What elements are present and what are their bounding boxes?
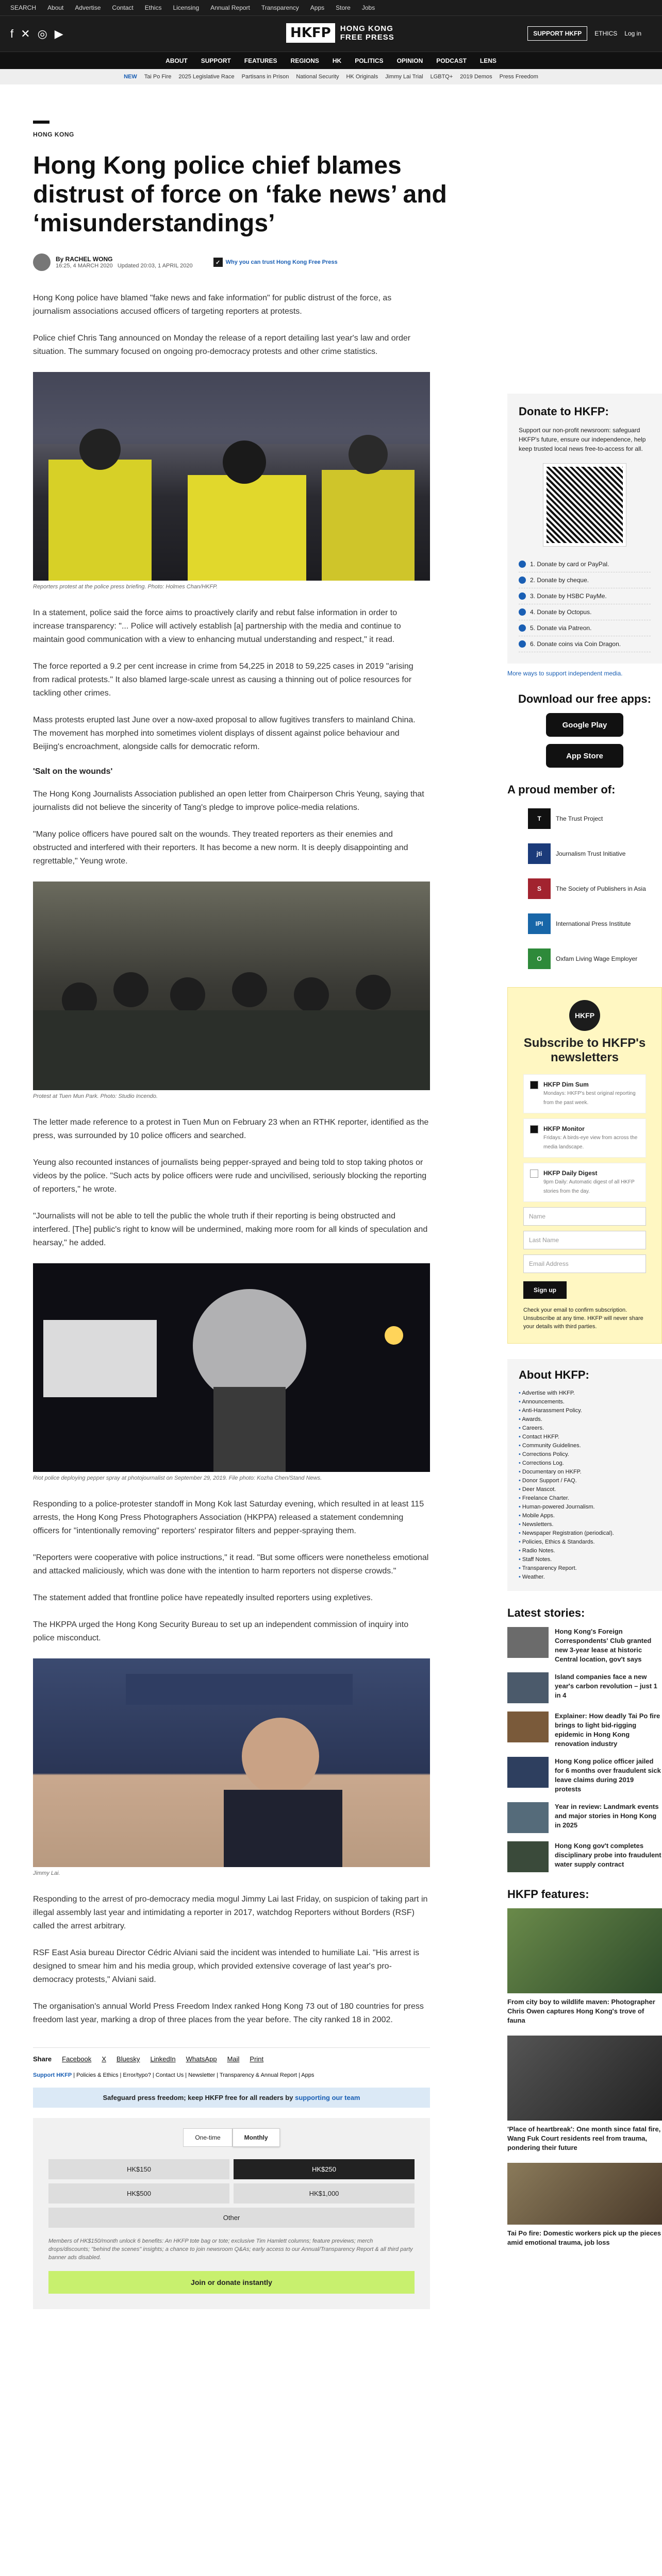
donate-text: Support our non-profit newsroom: safeguard HKFP's future, ensure our independence, help keep trusted local news free-to-access for all. — [519, 427, 646, 452]
main-nav — [0, 52, 662, 69]
story-item[interactable]: Hong Kong gov't completes disciplinary probe into fraudulent water supply contract — [507, 1841, 662, 1872]
more-ways-link[interactable]: More ways to support independent media. — [507, 670, 623, 677]
share-print[interactable]: Print — [250, 2055, 264, 2063]
nav-podcast[interactable]: PODCAST — [436, 57, 467, 64]
social-icons — [10, 27, 63, 41]
share-bar — [33, 2047, 430, 2063]
about-link[interactable]: • Radio Notes. — [519, 1547, 651, 1555]
about-link[interactable]: • Weather. — [519, 1573, 651, 1582]
monthly-tab[interactable]: Monthly — [233, 2128, 280, 2147]
topic-link[interactable]: 2019 Demos — [460, 74, 492, 80]
logo-mark: HKFP — [286, 23, 335, 43]
story-thumbnail — [507, 1627, 549, 1658]
story-thumbnail — [507, 1672, 549, 1703]
story-thumbnail — [507, 1802, 549, 1833]
story-item[interactable]: Hong Kong's Foreign Correspondents' Club granted new 3-year lease at historic Central location, gov't says — [507, 1627, 662, 1664]
about-link[interactable]: • Policies, Ethics & Standards. — [519, 1538, 651, 1547]
feature-item[interactable]: Tai Po fire: Domestic workers pick up the pieces amid emotional trauma, job loss — [507, 2163, 662, 2247]
support-promo: Safeguard press freedom; keep HKFP free for all readers by supporting our team — [33, 2088, 430, 2108]
paragraph: RSF East Asia bureau Director Cédric Alviani said the incident was intended to humiliate Lai. "His arrest is designed to smear him and his media group, which provided extensive coverage of last year's pro-democracy protests," Alviani said. — [33, 1948, 420, 1984]
topic-link[interactable]: Tai Po Fire — [144, 74, 172, 80]
about-link[interactable]: • Contact HKFP. — [519, 1433, 651, 1442]
frequency-toggle — [48, 2128, 415, 2147]
about-list — [519, 1389, 651, 1582]
publish-date: 16:25, 4 MARCH 2020 — [56, 263, 113, 269]
photo-caption: Jimmy Lai. — [33, 1870, 60, 1876]
donate-option[interactable]: 5. Donate via Patreon. — [519, 620, 651, 636]
photo-caption: Reporters protest at the police press briefing. Photo: Holmes Chan/HKFP. — [33, 584, 218, 590]
support-hkfp-button[interactable]: SUPPORT HKFP — [527, 26, 587, 41]
pepper-spray-image — [33, 1263, 430, 1472]
about-link[interactable]: • Corrections Log. — [519, 1459, 651, 1468]
footer-links — [33, 2072, 430, 2078]
press-vests-image — [33, 372, 430, 581]
paragraph: Responding to a police-protester standoff in Mong Kok last Saturday evening, which resulted in at least 115 arrests, the Hong Kong Press Photographers Association (HKPPA) released a statement condemning officers for "intentionally removing" reporters' respirator filters and pepper-spraying them. — [33, 1500, 424, 1535]
about-link[interactable]: • Anti-Harassment Policy. — [519, 1406, 651, 1415]
donate-option[interactable]: 6. Donate coins via Coin Dragon. — [519, 636, 651, 652]
topic-nav — [0, 69, 662, 84]
instagram-icon[interactable]: ◎ — [37, 27, 47, 40]
paragraph: In a statement, police said the force aims to proactively clarify and rebut false information in order to increase transparency: "... Police will actively establish [a] partnership with the media and continue to maintain good communication with a view to enhancing mutual understanding and respect," it read. — [33, 608, 401, 644]
logo-text: HONG KONG FREE PRESS — [340, 24, 394, 42]
about-link[interactable]: • Staff Notes. — [519, 1555, 651, 1564]
donate-panel — [507, 394, 662, 664]
nav-lens[interactable]: LENS — [479, 57, 496, 64]
feature-image — [507, 2036, 662, 2121]
features-heading: HKFP features: — [507, 1888, 589, 1901]
about-link[interactable]: • Donor Support / FAQ. — [519, 1477, 651, 1485]
photo-press-briefing — [33, 372, 430, 581]
about-link[interactable]: • Transparency Report. — [519, 1564, 651, 1573]
share-mail[interactable]: Mail — [227, 2055, 240, 2063]
cheque-icon — [519, 577, 526, 584]
jobs-link[interactable]: Jobs — [361, 4, 375, 11]
newsletter-disclaimer: Check your email to confirm subscription. Unsubscribe at any time. HKFP will never share your details with third parties. — [523, 1307, 643, 1330]
payme-icon — [519, 592, 526, 600]
qr-code — [543, 464, 626, 546]
topic-link[interactable]: Partisans in Prison — [241, 74, 289, 80]
newsletter-option[interactable]: HKFP Daily Digest 9pm Daily: Automatic digest of all HKFP stories from the day. — [523, 1163, 646, 1202]
checkbox-checked[interactable] — [530, 1125, 538, 1133]
oxfam-icon: O — [528, 948, 551, 969]
share-x[interactable]: X — [102, 2055, 106, 2063]
byline — [33, 253, 476, 271]
donate-option[interactable]: 1. Donate by card or PayPal. — [519, 556, 651, 572]
amount-options — [48, 2159, 415, 2204]
contact-link[interactable]: Contact — [112, 4, 134, 11]
newsletter-option[interactable]: HKFP Dim Sum Mondays: HKFP's best original reporting from the past week. — [523, 1074, 646, 1113]
author-avatar — [33, 253, 51, 271]
riot-police-image — [33, 882, 430, 1090]
topic-link[interactable]: Press Freedom — [499, 74, 538, 80]
kicker-rule — [33, 121, 49, 124]
feature-item[interactable]: From city boy to wildlife maven: Photographer Chris Owen captures Hong Kong's trove of fauna — [507, 1908, 662, 2025]
topic-link[interactable]: LGBTQ+ — [430, 74, 453, 80]
about-heading: About HKFP: — [519, 1368, 589, 1381]
photo-pepper-spray — [33, 1263, 430, 1472]
about-link[interactable]: • Deer Mascot. — [519, 1485, 651, 1494]
trust-icon: ✓ — [213, 258, 223, 267]
search-link[interactable]: SEARCH — [10, 4, 37, 11]
advertise-link[interactable]: Advertise — [75, 4, 101, 11]
amount-option-selected[interactable]: HK$250 — [234, 2159, 415, 2179]
topic-link[interactable]: HK Originals — [346, 74, 378, 80]
apps-link[interactable]: Apps — [310, 4, 325, 11]
card-icon — [519, 561, 526, 568]
about-link[interactable]: • Advertise with HKFP. — [519, 1389, 651, 1398]
donate-option[interactable]: 3. Donate by HSBC PayMe. — [519, 588, 651, 604]
facebook-icon[interactable]: f — [10, 27, 14, 40]
utility-bar — [0, 0, 662, 15]
newsletter-heading: Subscribe to HKFP's newsletters — [523, 1036, 646, 1064]
annual-report-link[interactable]: Annual Report — [210, 4, 250, 11]
x-icon[interactable]: ✕ — [21, 27, 30, 40]
one-time-tab[interactable]: One-time — [183, 2128, 232, 2147]
store-link[interactable]: Store — [336, 4, 351, 11]
member-sopa[interactable]: S The Society of Publishers in Asia — [528, 876, 662, 902]
article-body — [33, 292, 430, 2309]
paragraph: "Journalists will not be able to tell the public the whole truth if their reporting is being obstructed and interfered. [The] public's right to know will be undermined, making more room for all kinds of speculation and hearsay," he added. — [33, 1212, 428, 1247]
checkbox-checked[interactable] — [530, 1081, 538, 1089]
topic-link[interactable]: Jimmy Lai Trial — [385, 74, 423, 80]
paragraph: The organisation's annual World Press Freedom Index ranked Hong Kong 73 out of 180 countries for press freedom last year, marking a drop of three places from the year before. The city ranked 18 in 2002. — [33, 2002, 424, 2024]
email-field[interactable]: Email Address — [523, 1255, 646, 1273]
member-benefits-note: Members of HK$150/month unlock 6 benefits: An HKFP tote bag or tote; exclusive Tim Hamlett columns; feature previews; merch drops/discounts; "behind the scenes" insights; a chance to join newsroom Q&As; early access to our Annual/Transparency Report & all third party banner ads disabled. — [48, 2238, 413, 2261]
member-jti[interactable]: jti Journalism Trust Initiative — [528, 841, 662, 867]
nav-opinion[interactable]: OPINION — [396, 57, 423, 64]
kicker[interactable]: HONG KONG — [33, 131, 74, 138]
donate-option[interactable]: 2. Donate by cheque. — [519, 572, 651, 588]
paragraph: The Hong Kong Journalists Association published an open letter from Chairperson Chris Yeung, saying that journalists did not believe the sincerity of Tang's pledge to improve police-media relations. — [33, 790, 424, 812]
about-link[interactable]: • Announcements. — [519, 1398, 651, 1406]
nav-about[interactable]: ABOUT — [166, 57, 188, 64]
youtube-icon[interactable]: ▶ — [54, 27, 63, 40]
updated-date: Updated 20:03, 1 APRIL 2020 — [117, 263, 193, 269]
jti-icon: jti — [528, 843, 551, 864]
octopus-icon — [519, 608, 526, 616]
article — [33, 84, 476, 2309]
paragraph: "Reporters were cooperative with police instructions," it read. "But some officers were nonetheless emotional and attacked maliciously, which was done with the intention to harm reporters not disperse crowds." — [33, 1553, 429, 1575]
jimmy-lai-image — [33, 1658, 430, 1867]
login-button[interactable]: Log in — [624, 30, 641, 37]
paragraph: The HKPPA urged the Hong Kong Security Bureau to set up an independent commission of inquiry into police misconduct. — [33, 1620, 409, 1642]
member-ipi[interactable]: IPI International Press Institute — [528, 911, 662, 937]
ipi-icon: IPI — [528, 913, 551, 934]
masthead-actions — [527, 26, 641, 41]
trust-link[interactable]: ✓ Why you can trust Hong Kong Free Press — [213, 258, 338, 267]
licensing-link[interactable]: Licensing — [173, 4, 200, 11]
policy-links[interactable]: | Policies & Ethics | Error/typo? | Contact Us | Newsletter | Transparency & Annual Report | Apps — [72, 2072, 315, 2078]
paragraph: The force reported a 9.2 per cent increase in crime from 54,225 in 2018 to 59,225 cases in 2019 "arising from radical protests." It also blamed large-scale unrest as causing a thinning out of police resources for tackling other crimes. — [33, 662, 413, 698]
feature-image — [507, 1908, 662, 1993]
share-bluesky[interactable]: Bluesky — [116, 2055, 140, 2063]
about-link[interactable]: • Human-powered Journalism. — [519, 1503, 651, 1512]
sidebar — [507, 394, 662, 2309]
story-item[interactable]: Island companies face a new year's carbon revolution – just 1 in 4 — [507, 1672, 662, 1703]
latest-heading: Latest stories: — [507, 1606, 585, 1619]
name-field[interactable]: Name — [523, 1207, 646, 1226]
photo-jimmy-lai — [33, 1658, 430, 1867]
nav-hk[interactable]: HK — [332, 57, 342, 64]
feature-image — [507, 2163, 662, 2225]
checkbox[interactable] — [530, 1170, 538, 1178]
about-link[interactable]: • Community Guidelines. — [519, 1442, 651, 1450]
share-facebook[interactable]: Facebook — [62, 2055, 92, 2063]
feature-item[interactable]: 'Place of heartbreak': One month since fatal fire, Wang Fuk Court residents reel from trauma, pondering their future — [507, 2036, 662, 2153]
masthead — [0, 15, 662, 52]
last-name-field[interactable]: Last Name — [523, 1231, 646, 1249]
donate-option[interactable]: 4. Donate by Octopus. — [519, 604, 651, 620]
story-item[interactable]: Year in review: Landmark events and major stories in Hong Kong in 2025 — [507, 1802, 662, 1833]
paragraph: Police chief Chris Tang announced on Monday the release of a report detailing last year's law and order situation. The summary focused on ongoing pro-democracy protests and other crime statistics. — [33, 334, 411, 356]
paragraph: "Many police officers have poured salt on the wounds. They treated reporters as their enemies and obstructed and interfered with their reporters. It has become a new norm. It is deeply disappointing and regrettable," Yeung wrote. — [33, 830, 408, 866]
donate-widget — [33, 2118, 430, 2309]
transparency-link[interactable]: Transparency — [261, 4, 299, 11]
ethics-button[interactable]: ETHICS — [594, 30, 618, 37]
support-hkfp-link[interactable]: Support HKFP — [33, 2072, 72, 2078]
join-donate-button[interactable]: Join or donate instantly — [48, 2271, 415, 2294]
amount-option[interactable]: HK$500 — [48, 2183, 229, 2204]
about-link[interactable]: • Documentary on HKFP. — [519, 1468, 651, 1477]
paragraph: Yeung also recounted instances of journalists being pepper-sprayed and being told to stop taking photos or videos by the police. "Such acts by police officers were rude and uncivilised, seriously blocking the reporting of reporters," he wrote. — [33, 1158, 427, 1194]
paragraph: The statement added that frontline police have repeatedly insulted reporters using expletives. — [33, 1594, 373, 1602]
story-item[interactable]: Hong Kong police officer jailed for 6 months over fraudulent sick leave claims during 2019 protests — [507, 1757, 662, 1794]
member-trust-project[interactable]: T The Trust Project — [528, 806, 662, 832]
ethics-link[interactable]: Ethics — [144, 4, 162, 11]
nav-features[interactable]: FEATURES — [244, 57, 277, 64]
support-team-link[interactable]: supporting our team — [295, 2094, 360, 2102]
share-whatsapp[interactable]: WhatsApp — [186, 2055, 217, 2063]
paragraph: Hong Kong police have blamed "fake news and fake information" for public distrust of the force, as journalism associations accused officers of targeting reporters at protests. — [33, 294, 392, 316]
sopa-icon: S — [528, 878, 551, 899]
member-heading: A proud member of: — [507, 783, 616, 796]
topic-link[interactable]: National Security — [296, 74, 339, 80]
other-amount[interactable]: Other — [48, 2208, 415, 2228]
about-link[interactable]: • Freelance Charter. — [519, 1494, 651, 1503]
share-linkedin[interactable]: LinkedIn — [150, 2055, 176, 2063]
story-thumbnail — [507, 1757, 549, 1788]
new-badge: NEW — [124, 74, 137, 80]
about-link[interactable]: About — [47, 4, 64, 11]
amount-option[interactable]: HK$1,000 — [234, 2183, 415, 2204]
about-link[interactable]: • Newsletters. — [519, 1520, 651, 1529]
about-link[interactable]: • Newspaper Registration (periodical). — [519, 1529, 651, 1538]
trust-project-icon: T — [528, 808, 551, 829]
paragraph: Mass protests erupted last June over a now-axed proposal to allow fugitives transfers to mainland China. The movement has morphed into sometimes violent displays of dissent against police behaviour and Beijing's encroachment, alongside calls for democratic reform. — [33, 716, 416, 751]
photo-caption: Riot police deploying pepper spray at photojournalist on September 29, 2019. File photo: Kozha Chen/Stand News. — [33, 1475, 322, 1481]
nav-politics[interactable]: POLITICS — [355, 57, 384, 64]
site-logo[interactable] — [286, 23, 394, 43]
story-thumbnail — [507, 1711, 549, 1742]
amount-option[interactable]: HK$150 — [48, 2159, 229, 2179]
photo-tuen-mun-protest — [33, 882, 430, 1090]
member-oxfam[interactable]: O Oxfam Living Wage Employer — [528, 946, 662, 972]
app-store-badge[interactable]: App Store — [546, 744, 623, 768]
newsletter-box — [507, 987, 662, 1344]
nav-support[interactable]: SUPPORT — [201, 57, 231, 64]
about-link[interactable]: • Mobile Apps. — [519, 1512, 651, 1520]
author-name[interactable]: By RACHEL WONG — [56, 256, 113, 263]
patreon-icon — [519, 624, 526, 632]
paragraph: Responding to the arrest of pro-democracy media mogul Jimmy Lai last Friday, on suspicion of taking part in illegal assembly last year and intimidating a reporter in 2017, watchdog Reporters without Borders (RSF) called the arrest arbitrary. — [33, 1895, 428, 1930]
google-play-badge[interactable]: Google Play — [546, 713, 623, 737]
about-link[interactable]: • Careers. — [519, 1424, 651, 1433]
signup-button[interactable]: Sign up — [523, 1281, 567, 1299]
coin-icon — [519, 640, 526, 648]
topic-link[interactable]: 2025 Legislative Race — [178, 74, 235, 80]
photo-caption: Protest at Tuen Mun Park. Photo: Studio Incendo. — [33, 1093, 158, 1099]
about-panel — [507, 1359, 662, 1591]
hkfp-logo-icon: HKFP — [569, 1000, 600, 1031]
share-label: Share — [33, 2055, 52, 2063]
section-subhead: 'Salt on the wounds' — [33, 767, 113, 776]
story-thumbnail — [507, 1841, 549, 1872]
nav-regions[interactable]: REGIONS — [290, 57, 319, 64]
about-link[interactable]: • Corrections Policy. — [519, 1450, 651, 1459]
newsletter-option[interactable]: HKFP Monitor Fridays: A birds-eye view from across the media landscape. — [523, 1118, 646, 1158]
apps-heading: Download our free apps: — [518, 692, 651, 705]
paragraph: The letter made reference to a protest in Tuen Mun on February 23 when an RTHK reporter, identified as the press, was surrounded by 10 police officers and searched. — [33, 1118, 429, 1140]
headline: Hong Kong police chief blames distrust of force on ‘fake news’ and ‘misunderstandings’ — [33, 152, 447, 237]
about-link[interactable]: • Awards. — [519, 1415, 651, 1424]
story-item[interactable]: Explainer: How deadly Tai Po fire brings to light bid-rigging epidemic in Hong Kong renovation industry — [507, 1711, 662, 1749]
donate-heading: Donate to HKFP: — [519, 405, 609, 418]
